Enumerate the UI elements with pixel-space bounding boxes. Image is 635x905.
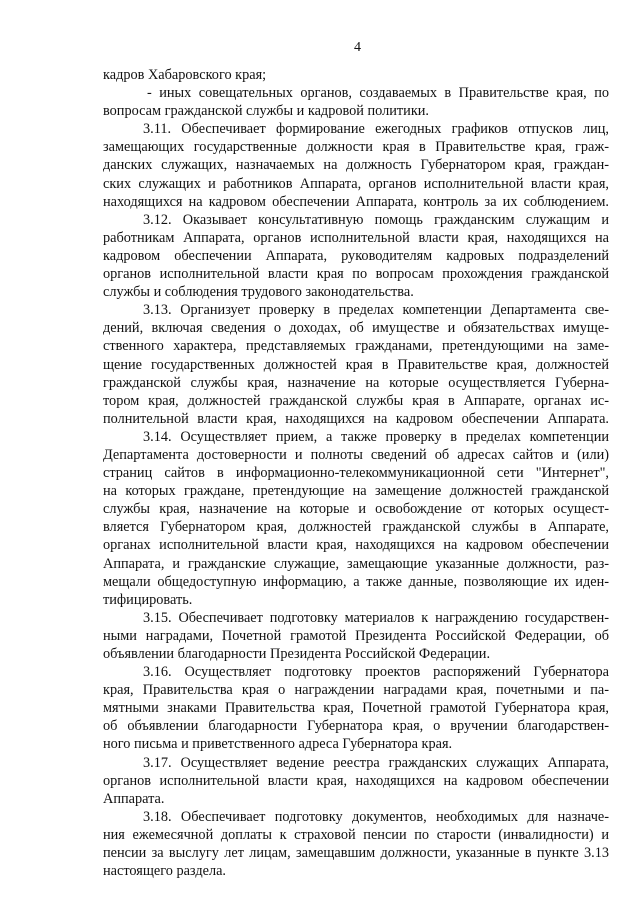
text-line: мятными знаками Правительства края, Почетной грамотой Губернатора края, — [103, 700, 609, 717]
text-line: работникам Аппарата, органов исполнительной власти края, находящихся на — [103, 229, 609, 246]
text-line: вопросам гражданской службы и кадровой политики. — [103, 103, 429, 120]
text-line: ного письма и приветственного адреса Губернатора края. — [103, 736, 453, 753]
text-line: органов исполнительной власти края по вопросам прохождения гражданской — [103, 266, 609, 283]
text-line: кадровом обеспечении Аппарата, руководителям кадровых подразделений — [103, 247, 609, 264]
text-line: находящихся на кадровом обеспечении Аппарата, контроль за их соблюдением. — [103, 193, 609, 210]
text-line: Аппарата, и гражданские служащие, замещающие указанные должности, раз- — [103, 555, 609, 572]
text-line: замещающих государственные должности края в Правительстве края, граж- — [103, 139, 609, 156]
text-line: ственного характера, представляемых гражданами, претендующими на заме- — [103, 338, 609, 355]
text-line: 3.13. Организует проверку в пределах компетенции Департамента све- — [143, 302, 609, 319]
text-line: объявлении благодарности Президента Российской Федерации. — [103, 646, 491, 662]
text-line: 3.16. Осуществляет подготовку проектов распоряжений Губернатора — [143, 664, 609, 681]
text-line: 3.18. Обеспечивает подготовку документов, необходимых для назначе- — [143, 808, 609, 825]
text-line: края, Правительства края о награждении наградами края, почетными и па- — [103, 682, 609, 699]
text-line: пенсии за выслугу лет лицам, замещавшим должности, указанные в пункте 3.13 — [103, 845, 609, 862]
text-line: Департамента достоверности и полноты сведений об адресах сайтов и (или) — [103, 446, 609, 463]
text-line: 3.17. Осуществляет ведение реестра гражданских служащих Аппарата, — [143, 754, 609, 771]
text-line: ских служащих и работников Аппарата, органов исполнительной власти края, — [103, 175, 609, 192]
text-line: дений, включая сведения о доходах, об имуществе и обязательствах имуще- — [103, 320, 609, 337]
text-line: тором края, должностей гражданской службы края в Аппарате, органах ис- — [103, 392, 609, 409]
text-line: данских служащих, назначаемых на должность Губернатором края, граждан- — [103, 157, 609, 174]
text-line: об объявлении благодарности Губернатора края, о вручении благодарствен- — [103, 718, 609, 735]
text-line: вляется Губернатором края, должностей гражданской службы в Аппарате, — [103, 519, 609, 536]
text-line: органов исполнительной власти края, находящихся на кадровом обеспечении — [103, 772, 609, 789]
text-line: ния ежемесячной доплаты к страховой пенсии по старости (инвалидности) и — [103, 826, 609, 843]
text-line: 3.15. Обеспечивает подготовку материалов к награждению государствен- — [143, 609, 609, 626]
text-line: 3.11. Обеспечивает формирование ежегодных графиков отпусков лиц, — [143, 121, 609, 138]
text-line: службы и соблюдения трудового законодательства. — [103, 284, 414, 301]
text-line: органах исполнительной власти края, находящихся на кадровом обеспечении — [103, 537, 609, 554]
text-line: - иных совещательных органов, создаваемых в Правительстве края, по — [147, 85, 609, 102]
text-line: полнительной власти края, находящихся на кадровом обеспечении Аппарата. — [103, 410, 609, 427]
text-line: 3.14. Осуществляет прием, а также проверку в пределах компетенции — [143, 428, 609, 445]
text-line: на которых граждане, претендующие на замещение должностей гражданской — [103, 483, 609, 500]
page-number: 4 — [354, 40, 361, 55]
text-line: 3.12. Оказывает консультативную помощь гражданским служащим и — [143, 211, 609, 228]
text-line: тифицировать. — [103, 591, 193, 608]
text-line: щение государственных должностей края в Правительстве края, должностей — [103, 356, 609, 373]
text-line: гражданской службы края, назначение на которые осуществляется Губерна- — [103, 374, 609, 391]
text-line: Аппарата. — [103, 790, 165, 807]
document-body — [103, 66, 609, 880]
text-line: мещали общедоступную информацию, а также данные, позволяющие их иден- — [103, 573, 609, 590]
text-line: кадров Хабаровского края; — [103, 67, 267, 83]
text-line: настоящего раздела. — [103, 863, 226, 880]
text-line: страниц сайтов в информационно-телекоммуникационной сети "Интернет", — [103, 465, 609, 482]
text-line: службы края, назначение на которые и освобождение от которых осущест- — [103, 501, 609, 518]
text-line: ными наградами, Почетной грамотой Президента Российской Федерации, об — [103, 627, 609, 644]
